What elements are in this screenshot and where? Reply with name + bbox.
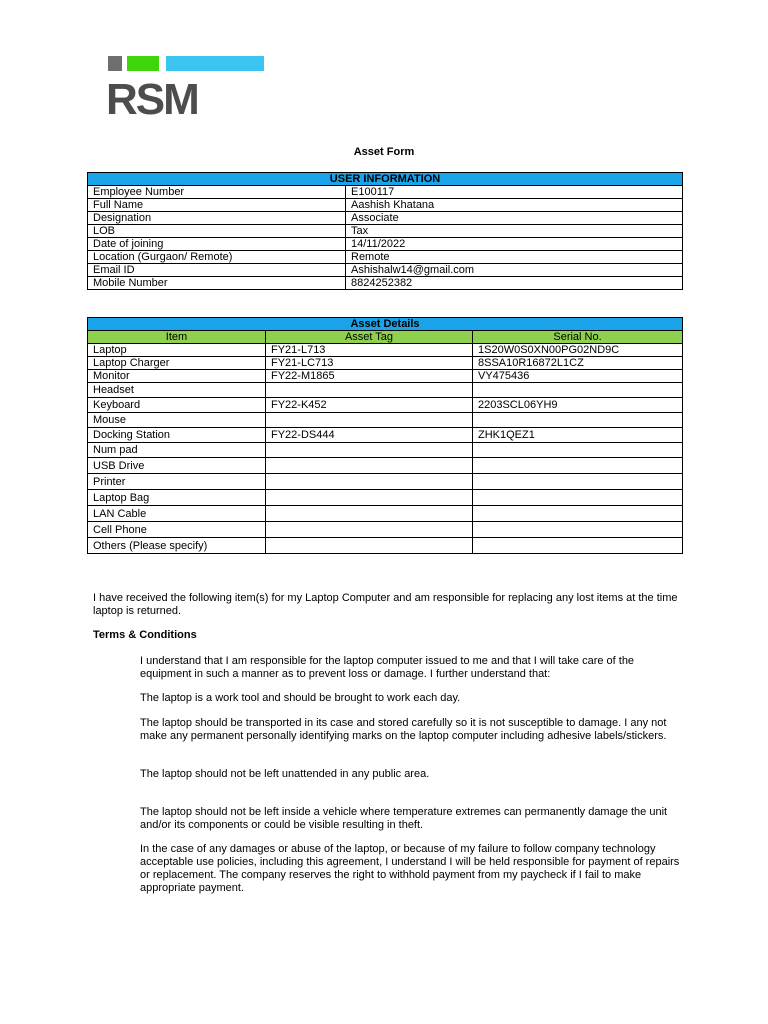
asset-serial-cell	[473, 490, 683, 506]
form-title: Asset Form	[353, 146, 415, 158]
user-info-label: Employee Number	[88, 186, 346, 199]
logo-blue-bar	[166, 56, 264, 71]
asset-serial-cell	[473, 538, 683, 554]
asset-row	[88, 522, 683, 538]
user-info-label: Location (Gurgaon/ Remote)	[88, 251, 346, 264]
user-info-value: E100117	[346, 186, 683, 199]
asset-row	[88, 506, 683, 522]
user-information-header-row	[88, 173, 683, 186]
rsm-logo	[108, 56, 268, 124]
asset-tag-cell: FY21-LC713	[266, 357, 473, 370]
asset-row	[88, 443, 683, 458]
asset-serial-cell	[473, 458, 683, 474]
asset-serial-cell: 1S20W0S0XN00PG02ND9C	[473, 344, 683, 357]
asset-tag-cell	[266, 522, 473, 538]
asset-serial-cell: ZHK1QEZ1	[473, 428, 683, 443]
asset-row	[88, 538, 683, 554]
asset-details-header-row	[88, 318, 683, 331]
terms-paragraph: The laptop should be transported in its case and stored carefully so it is not susceptible to damage. I any not make any permanent personally identifying marks on the laptop computer including adhesive labels/stickers.	[140, 717, 667, 742]
user-info-value: Remote	[346, 251, 683, 264]
asset-item-cell: Cell Phone	[88, 522, 266, 538]
received-statement: I have received the following item(s) for my Laptop Computer and am responsible for replacing any lost items at the time laptop is returned.	[93, 592, 678, 617]
user-info-value: 14/11/2022	[346, 238, 683, 251]
asset-tag-cell	[266, 383, 473, 398]
asset-tag-cell: FY22-K452	[266, 398, 473, 413]
asset-item-cell: Num pad	[88, 443, 266, 458]
asset-tag-cell	[266, 443, 473, 458]
asset-tag-cell	[266, 490, 473, 506]
asset-serial-cell: 2203SCL06YH9	[473, 398, 683, 413]
logo-grey-bar	[108, 56, 122, 71]
asset-serial-cell	[473, 413, 683, 428]
asset-item-cell: Docking Station	[88, 428, 266, 443]
asset-tag-cell	[266, 538, 473, 554]
terms-paragraph: The laptop should not be left inside a vehicle where temperature extremes can permanently damage the unit and/or its components or could be visible resulting in theft.	[140, 806, 668, 831]
user-info-row	[88, 238, 683, 251]
user-information-table	[87, 172, 683, 290]
asset-tag-cell: FY21-L713	[266, 344, 473, 357]
user-info-label: Email ID	[88, 264, 346, 277]
asset-tag-cell	[266, 506, 473, 522]
asset-item-cell: Keyboard	[88, 398, 266, 413]
column-header-serial-no: Serial No.	[473, 331, 683, 344]
asset-row	[88, 474, 683, 490]
user-info-label: Full Name	[88, 199, 346, 212]
asset-details-table	[87, 317, 683, 554]
asset-serial-cell	[473, 522, 683, 538]
asset-row	[88, 344, 683, 357]
asset-row	[88, 490, 683, 506]
terms-paragraph: In the case of any damages or abuse of the laptop, or because of my failure to follow company technology acceptable use policies, including this agreement, I understand I will be held responsible for payment of repairs or replacement. The company reserves the right to withhold payment from my paycheck if I fail to make appropriate payment.	[140, 843, 680, 894]
asset-serial-cell	[473, 506, 683, 522]
asset-tag-cell: FY22-DS444	[266, 428, 473, 443]
asset-row	[88, 370, 683, 383]
user-info-label: Designation	[88, 212, 346, 225]
asset-serial-cell	[473, 383, 683, 398]
user-info-row	[88, 251, 683, 264]
terms-paragraph: The laptop is a work tool and should be brought to work each day.	[140, 692, 461, 704]
asset-details-header: Asset Details	[88, 318, 683, 331]
asset-columns-row	[88, 331, 683, 344]
logo-text: RSM	[106, 75, 198, 124]
user-info-label: Date of joining	[88, 238, 346, 251]
user-info-value: Tax	[346, 225, 683, 238]
user-info-row	[88, 199, 683, 212]
user-info-row	[88, 212, 683, 225]
user-info-value: Associate	[346, 212, 683, 225]
user-info-row	[88, 225, 683, 238]
terms-paragraph: The laptop should not be left unattended in any public area.	[140, 768, 430, 780]
asset-item-cell: Mouse	[88, 413, 266, 428]
asset-row	[88, 413, 683, 428]
user-info-row	[88, 277, 683, 290]
user-info-value: 8824252382	[346, 277, 683, 290]
asset-serial-cell	[473, 474, 683, 490]
asset-item-cell: Laptop	[88, 344, 266, 357]
user-info-value: Aashish Khatana	[346, 199, 683, 212]
asset-row	[88, 428, 683, 443]
asset-item-cell: Laptop Bag	[88, 490, 266, 506]
asset-serial-cell: VY475436	[473, 370, 683, 383]
logo-green-bar	[127, 56, 159, 71]
user-info-value: Ashishalw14@gmail.com	[346, 264, 683, 277]
user-info-label: Mobile Number	[88, 277, 346, 290]
asset-item-cell: Headset	[88, 383, 266, 398]
asset-item-cell: Monitor	[88, 370, 266, 383]
asset-row	[88, 357, 683, 370]
asset-item-cell: Others (Please specify)	[88, 538, 266, 554]
user-info-row	[88, 186, 683, 199]
user-info-label: LOB	[88, 225, 346, 238]
column-header-item: Item	[88, 331, 266, 344]
asset-tag-cell	[266, 458, 473, 474]
asset-item-cell: Printer	[88, 474, 266, 490]
asset-tag-cell	[266, 413, 473, 428]
asset-row	[88, 458, 683, 474]
user-information-header: USER INFORMATION	[88, 173, 683, 186]
asset-item-cell: USB Drive	[88, 458, 266, 474]
asset-serial-cell: 8SSA10R16872L1CZ	[473, 357, 683, 370]
asset-row	[88, 398, 683, 413]
asset-item-cell: LAN Cable	[88, 506, 266, 522]
asset-row	[88, 383, 683, 398]
asset-serial-cell	[473, 443, 683, 458]
asset-tag-cell	[266, 474, 473, 490]
terms-paragraph: I understand that I am responsible for the laptop computer issued to me and that I will take care of the equipment in such a manner as to prevent loss or damage. I further understand that:	[140, 655, 635, 680]
asset-item-cell: Laptop Charger	[88, 357, 266, 370]
terms-heading: Terms & Conditions	[93, 629, 197, 641]
user-info-row	[88, 264, 683, 277]
asset-tag-cell: FY22-M1865	[266, 370, 473, 383]
column-header-asset-tag: Asset Tag	[266, 331, 473, 344]
